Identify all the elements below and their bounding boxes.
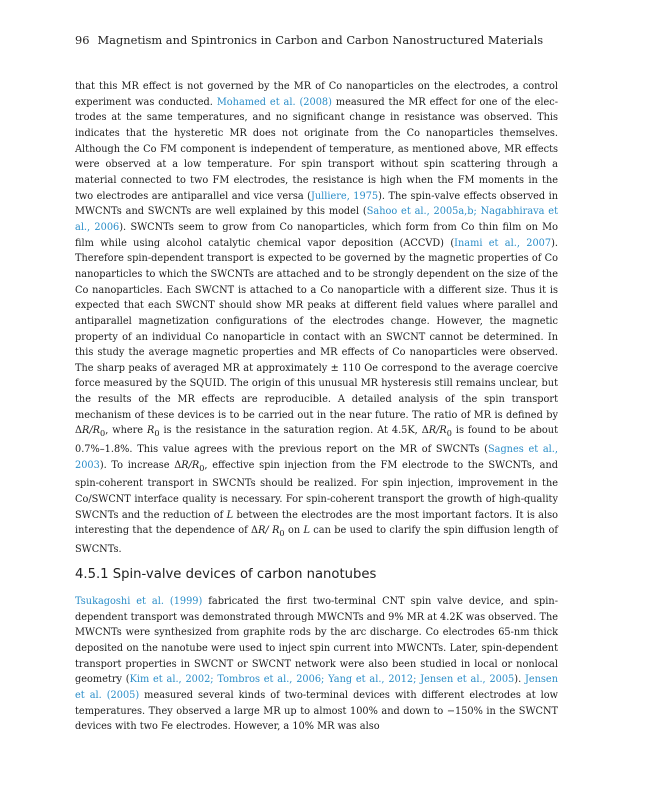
citation-link[interactable]: Sahoo et al., 2005a,b; Nagabhirava et al., 2006 — [75, 206, 558, 233]
citation-link[interactable]: Sagnes et al., 2003 — [75, 444, 558, 471]
citation-link[interactable]: Tsukagoshi et al. (1999) — [75, 596, 203, 607]
section-title: Spin-valve devices of carbon nanotubes — [112, 567, 377, 582]
math-subscript: 0 — [100, 428, 106, 439]
text-run: , where — [105, 425, 148, 437]
math-symbol: R/R — [181, 459, 200, 471]
math-symbol: R/R — [82, 425, 101, 437]
citation-link[interactable]: Inami et al., 2007 — [454, 237, 552, 249]
section-number: 4.5.1 — [75, 567, 109, 582]
text-run: fabricated the first two-terminal CNT spin valve device, and spin-dependent transport was demonstrated through MWCNTs and 9% MR at 4.2K was observed. The MWCNTs were synthesized from graphite rods by the arc discharge. Co electrodes 65-nm thick deposited on the nanotube were used to inject spin current into MWCNTs. Later, spin-dependent transport properties in SWCNT or SWCNT network were also been studied in local or nonlocal geometry ( — [75, 596, 558, 686]
text-run: that this MR effect is not governed by the MR of Co nanoparticles on the electrodes, a control experiment was conducted. — [75, 81, 558, 108]
math-symbol: L — [303, 525, 310, 537]
paragraph-2 — [75, 594, 558, 735]
text-run: ). — [514, 674, 525, 686]
math-symbol: R/ R — [258, 525, 280, 537]
text-run: ). The spin-valve effects observed in MWCNTs and SWCNTs are well explained by this model ( — [75, 190, 558, 218]
math-subscript: 0 — [279, 528, 285, 539]
citation-link[interactable]: Mohamed et al. (2008) — [216, 96, 332, 108]
running-title: Magnetism and Spintronics in Carbon and Carbon Nanostructured Materials — [97, 33, 544, 47]
text-run: ). To increase Δ — [99, 459, 182, 471]
math-symbol: R/R — [428, 425, 447, 437]
running-header — [75, 33, 575, 47]
citation-link[interactable]: Jensen et al. (2005) — [75, 674, 558, 701]
math-symbol: R — [147, 425, 155, 437]
math-symbol: L — [226, 509, 234, 521]
page-number: 96 — [75, 33, 90, 47]
text-run: is the resistance in the saturation region. At 4.5K, Δ — [159, 425, 429, 437]
section-heading — [75, 567, 558, 582]
text-run: ). SWCNTs seem to grow from Co nanoparticles, which form from Co thin film on Mo film while using alcohol catalytic chemical vapor deposition (ACCVD) ( — [75, 221, 558, 249]
citation-link[interactable]: Julliere, 1975 — [310, 190, 379, 202]
text-run: can be used to clarify the spin diffusion length of SWCNTs. — [75, 525, 558, 555]
math-subscript: 0 — [446, 428, 452, 439]
text-run: is found to be about 0.7%–1.8%. This value agrees with the previous report on the MR of SWCNTs ( — [75, 425, 558, 456]
math-subscript: 0 — [154, 428, 160, 439]
text-run: , effective spin injection from the FM electrode to the SWCNTs, and spin-coherent transport in SWCNTs should be realized. For spin injection, improvement in the Co/SWCNT interface quality is necessary. For spin-coherent transport the growth of high-quality SWCNTs and the reduction of — [75, 459, 558, 521]
math-subscript: 0 — [199, 462, 205, 473]
paragraph-1 — [75, 79, 558, 558]
text-run: on — [284, 525, 304, 537]
text-run: measured the MR effect for one of the electrodes at the same temperatures, and no significant change in resistance was observed. This indicates that the hysteretic MR does not originate from the Co nanoparticles themselves. Although the Co FM component is independent of temperature, as mentioned above, MR effects were observed at a low temperature. For spin transport without spin scattering through a material connected to two FM electrodes, the resistance is high when the FM moments in the two electrodes are antiparallel and vice versa ( — [75, 96, 558, 202]
text-run: between the electrodes are the most important factors. It is also interesting that the dependence of Δ — [75, 509, 558, 537]
citation-link[interactable]: Kim et al., 2002; Tombros et al., 2006; Yang et al., 2012; Jensen et al., 2005 — [129, 674, 515, 686]
text-run: measured several kinds of two-terminal devices with different electrodes at low temperatures. They observed a large MR up to almost 100% and down to −150% in the SWCNT devices with two Fe electrodes. However, a 10% MR was also — [75, 689, 558, 733]
text-run: ). Therefore spin-dependent transport is expected to be governed by the magnetic properties of Co nanoparticles to which the SWCNTs are attached and to be strongly dependent on the size of the Co nanoparticles. Each SWCNT is attached to a Co nanoparticle with a different size. Thus it is expected that each SWCNT should show MR peaks at different field values where parallel and antiparallel magnetization configurations of the electrodes change. However, the magnetic property of an individual Co nanoparticle in contact with an SWCNT cannot be determined. In this study the average magnetic properties and MR effects of Co nanoparticles were observed. The sharp peaks of averaged MR at approximately ± 110 Oe correspond to the average coercive force measured by the SQUID. The origin of this unusual MR hysteresis still remains unclear, but the results of the MR effects are reproducible. A detailed analysis of the spin transport mechanism of these devices is to be carried out in the near future. The ratio of MR is defined by Δ — [75, 237, 558, 437]
